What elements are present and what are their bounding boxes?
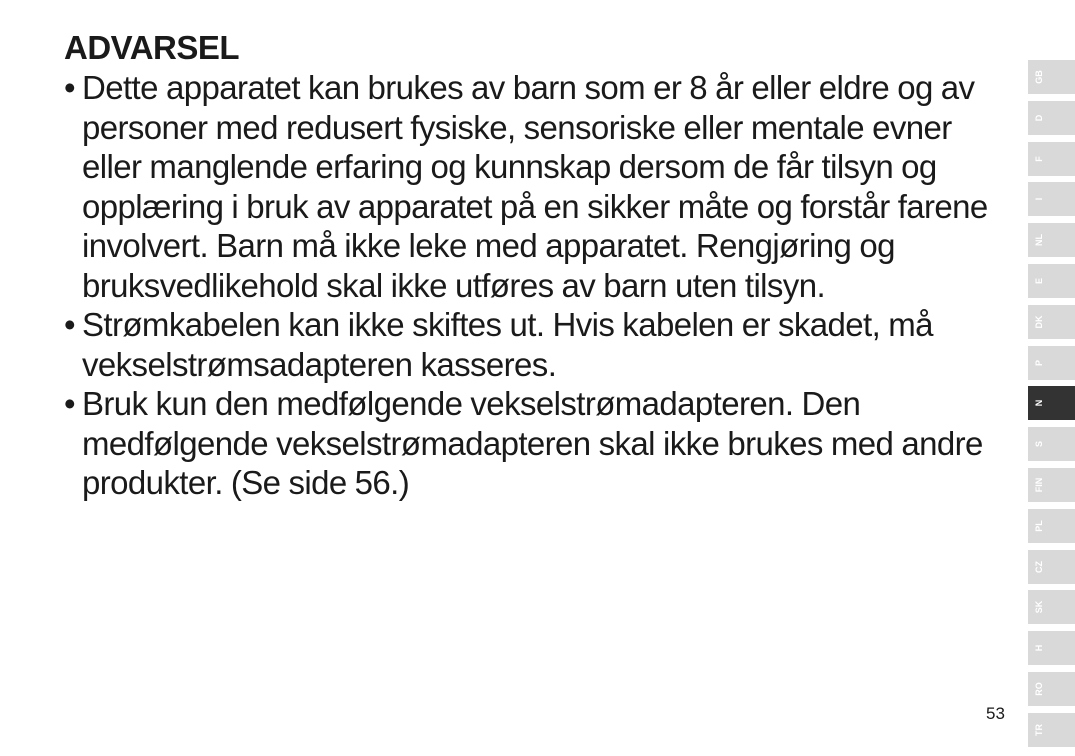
warning-item-text: Dette apparatet kan brukes av barn som er 8 år eller eldre og av personer med redusert fysiske, sensoriske eller mentale evner eller manglende erfaring og kunnskap dersom de får tilsyn og opplæring i bruk av apparatet på en sikker måte og forstår farene involvert. Barn må ikke leke med apparatet. Rengjøring og bruksvedlikehold skal ikke utføres av barn uten tilsyn. (82, 69, 988, 304)
language-tab-label: I (1034, 197, 1044, 201)
warning-item (64, 384, 1014, 503)
language-tab-strip (1028, 60, 1075, 756)
language-tab-label: FIN (1034, 477, 1044, 493)
language-tab-label: TR (1034, 724, 1044, 736)
language-tab-label: RO (1034, 682, 1044, 696)
language-tab-label: P (1034, 360, 1044, 367)
bullet-icon: • (64, 385, 75, 422)
language-tab-fin (1028, 468, 1075, 502)
page-number: 53 (986, 704, 1005, 723)
language-tab-n (1028, 386, 1075, 420)
language-tab-s (1028, 427, 1075, 461)
bullet-icon: • (64, 306, 75, 343)
language-tab-label: CZ (1034, 561, 1044, 573)
language-tab-h (1028, 631, 1075, 665)
language-tab-i (1028, 182, 1075, 216)
language-tab-ro (1028, 672, 1075, 706)
warning-list (64, 68, 1014, 503)
language-tab-cz (1028, 550, 1075, 584)
language-tab-pl (1028, 509, 1075, 543)
language-tab-dk (1028, 305, 1075, 339)
language-tab-label: NL (1034, 234, 1044, 246)
warning-item-text: Bruk kun den medfølgende vekselstrømadapteren. Den medfølgende vekselstrømadapteren skal ikke brukes med andre produkter. (Se side 56.) (82, 385, 983, 501)
warning-item-text: Strømkabelen kan ikke skiftes ut. Hvis kabelen er skadet, må vekselstrømsadapteren kasseres. (82, 306, 933, 383)
language-tab-label: E (1034, 278, 1044, 285)
language-tab-label: GB (1034, 70, 1044, 84)
language-tab-gb (1028, 60, 1075, 94)
warning-heading: ADVARSEL (64, 29, 240, 66)
language-tab-label: D (1034, 114, 1044, 122)
language-tab-label: F (1034, 156, 1044, 162)
document-body (64, 28, 1014, 503)
language-tab-p (1028, 346, 1075, 380)
language-tab-label: PL (1034, 520, 1044, 532)
language-tab-label: H (1034, 644, 1044, 652)
language-tab-label: SK (1034, 600, 1044, 614)
language-tab-label: DK (1034, 315, 1044, 329)
language-tab-d (1028, 101, 1075, 135)
bullet-icon: • (64, 69, 75, 106)
language-tab-tr (1028, 713, 1075, 747)
language-tab-nl (1028, 223, 1075, 257)
language-tab-f (1028, 142, 1075, 176)
language-tab-label: S (1034, 441, 1044, 448)
warning-item (64, 305, 1014, 384)
warning-item (64, 68, 1014, 305)
language-tab-label: N (1034, 399, 1044, 407)
language-tab-e (1028, 264, 1075, 298)
language-tab-sk (1028, 590, 1075, 624)
